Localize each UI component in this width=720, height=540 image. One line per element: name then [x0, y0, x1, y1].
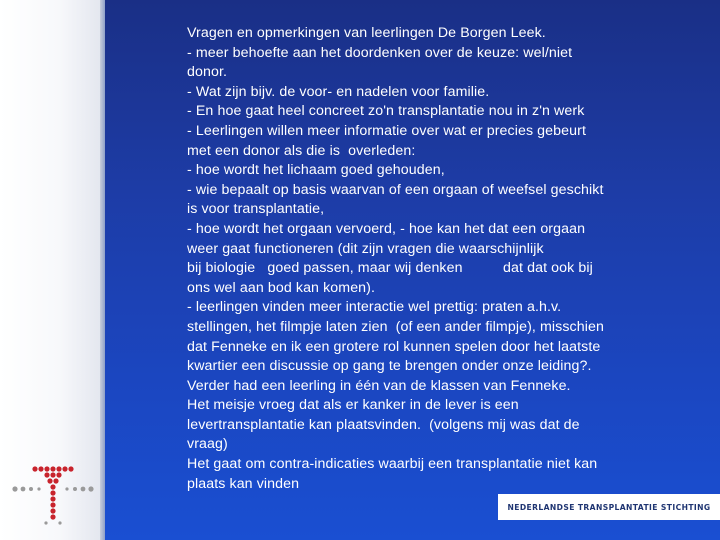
text-line: dat Fenneke en ik een grotere rol kunnen spelen door het laatste	[187, 338, 601, 355]
text-line: - hoe wordt het orgaan vervoerd, - hoe kan het dat een orgaan	[187, 220, 586, 237]
text-line: plaats kan vinden	[187, 475, 300, 492]
text-line: Vragen en opmerkingen van leerlingen De Borgen Leek.	[187, 25, 546, 41]
text-line: stellingen, het filmpje laten zien (of een ander filmpje), misschien	[187, 318, 604, 335]
text-line: kwartier een discussie op gang te brengen onder onze leiding?.	[187, 358, 592, 375]
text-line: - En hoe gaat heel concreet zo'n transplantatie nou in z'n werk	[187, 103, 585, 120]
text-line: bij biologie goed passen, maar wij denken dat dat ook bij	[187, 260, 593, 277]
sidebar-edge	[100, 0, 105, 540]
text-line: donor.	[187, 64, 228, 81]
text-line: weer gaat functioneren (dit zijn vragen die waarschijnlijk	[187, 240, 544, 257]
text-line: is voor transplantatie,	[187, 201, 325, 218]
nts-logo-icon	[10, 462, 96, 530]
text-line: ons wel aan bod kan komen).	[187, 279, 376, 296]
footer-organization-bar	[498, 494, 720, 520]
text-line: - meer behoefte aan het doordenken over de keuze: wel/niet	[187, 44, 573, 61]
left-sidebar-panel	[0, 0, 100, 540]
text-line: met een donor als die is overleden:	[187, 142, 416, 159]
text-line: - leerlingen vinden meer interactie wel prettig: praten a.h.v.	[187, 299, 562, 316]
text-line: vraag)	[187, 436, 228, 453]
text-line: - hoe wordt het lichaam goed gehouden,	[187, 162, 445, 179]
text-line: - Wat zijn bijv. de voor- en nadelen voor familie.	[187, 83, 490, 100]
text-line: levertransplantatie kan plaatsvinden. (volgens mij was dat de	[187, 416, 580, 433]
text-line: Het meisje vroeg dat als er kanker in de lever is een	[187, 397, 519, 414]
organization-name: NEDERLANDSE TRANSPLANTATIE STICHTING	[507, 502, 711, 512]
text-line: - wie bepaalt op basis waarvan of een orgaan of weefsel geschikt	[187, 181, 604, 198]
text-line: Verder had een leerling in één van de klassen van Fenneke.	[187, 377, 571, 394]
text-line: Het gaat om contra-indicaties waarbij een transplantatie niet kan	[187, 456, 598, 473]
text-line: - Leerlingen willen meer informatie over wat er precies gebeurt	[187, 122, 587, 139]
slide-text-body	[187, 24, 667, 494]
